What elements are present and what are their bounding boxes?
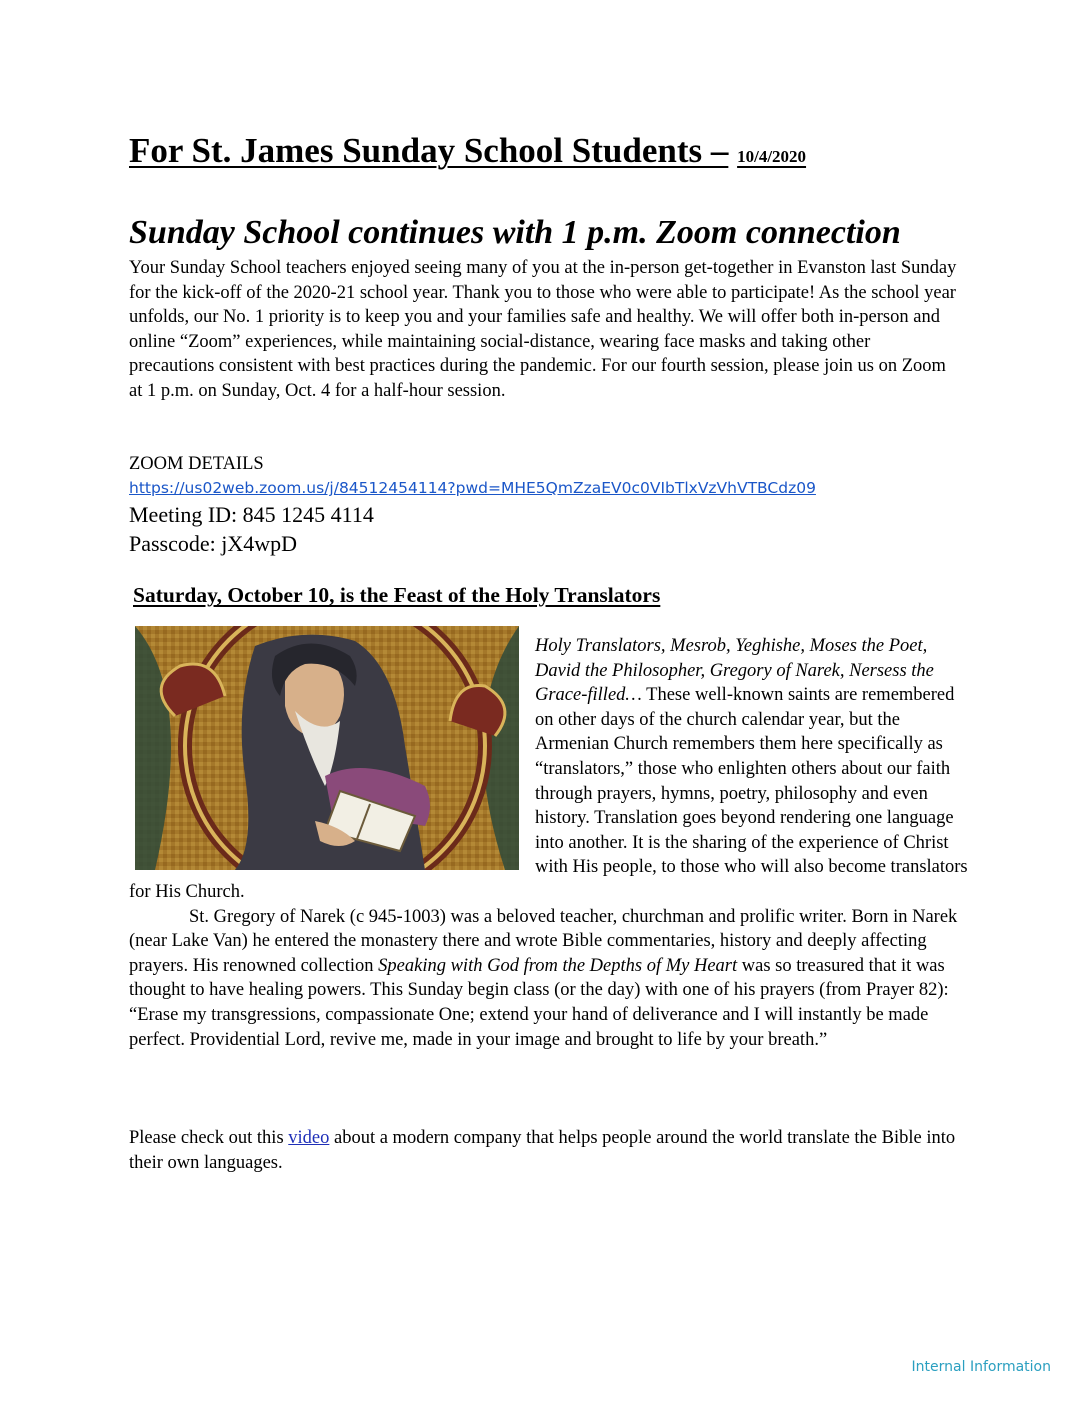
passcode: Passcode: jX4wpD [129,531,298,556]
meeting-id: Meeting ID: 845 1245 4114 [129,502,374,527]
section-subtitle: Sunday School continues with 1 p.m. Zoom connection [129,214,901,251]
title-text: For St. James Sunday School Students – [129,131,729,170]
feast-paragraph-2-text-a: St. Gregory of Narek (c 945-1003) was a beloved teacher, churchman and prolific writer. Born in Narek (near Lake Van) he entered the monastery there and wrote Bible commentaries, history and deeply affecting prayers. His renowned collection [129,906,958,976]
video-link[interactable]: video [288,1128,330,1148]
footer-label: Internal Information [911,1359,1051,1375]
page-title [129,132,806,171]
saints-list: Holy Translators, Mesrob, Yeghishe, Moses the Poet, David the Philosopher, Gregory of Narek, Nersess the Grace-filled… [535,636,934,706]
feast-article [129,634,969,1052]
book-title: Speaking with God from the Depths of My Heart [378,955,738,976]
zoom-link[interactable]: https://us02web.zoom.us/j/84512454114?pwd=MHE5QmZzaEV0c0VIbTlxVzVhVTBCdz09 [129,479,816,497]
feast-paragraph-1-text: These well-known saints are remembered on other days of the church calendar year, but the Armenian Church remembers them here specifically as “translators,” those who enlighten others about our faith through prayers, hymns, poetry, philosophy and even history. Translation goes beyond rendering one language into another. It is the sharing of the experience of Christ with His people, to those who will also become translators for His Church. [129,685,968,902]
intro-paragraph: Your Sunday School teachers enjoyed seeing many of you at the in-person get-together in Evanston last Sunday for the kick-off of the 2020-21 school year. Thank you to those who were able to participate! As the school year unfolds, our No. 1 priority is to keep you and your families safe and healthy. We will offer both in-person and online “Zoom” experiences, while maintaining social-distance, wearing face masks and taking other precautions consistent with best practices during the pandemic. For our fourth session, please join us on Zoom at 1 p.m. on Sunday, Oct. 4 for a half-hour session. [129,258,957,401]
feast-heading: Saturday, October 10, is the Feast of the Holy Translators [133,583,661,607]
holy-translator-icon-image [135,626,519,870]
closing-text-after: about a modern company that helps people around the world translate the Bible into their own languages. [129,1128,956,1173]
closing-text-before: Please check out this [129,1128,289,1148]
zoom-details [129,452,969,558]
feast-paragraph-2-text-b: was so treasured that it was thought to have healing powers. This Sunday begin class (or the day) with one of his prayers (from Prayer 82): “Erase my transgressions, compassionate One; extend your hand of deliverance and I will instantly be made perfect. Providential Lord, revive me, made in your image and brought to life by your breath.” [129,955,949,1050]
title-date: 10/4/2020 [737,147,807,166]
feast-paragraph-2 [129,905,969,1053]
zoom-heading: ZOOM DETAILS [129,454,264,474]
closing-paragraph [129,1126,969,1175]
